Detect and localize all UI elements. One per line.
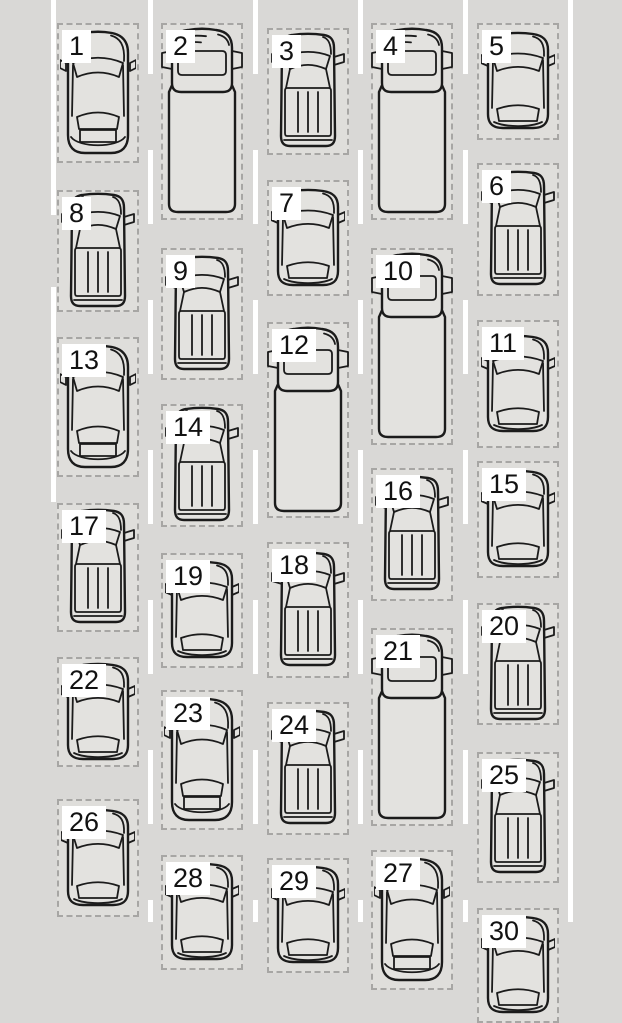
parking-space-18[interactable] [267, 542, 349, 678]
lane-marking [253, 600, 258, 674]
parking-space-8[interactable] [57, 190, 139, 312]
lane-marking [358, 450, 363, 524]
lane-marking [358, 600, 363, 674]
parking-space-14[interactable] [161, 404, 243, 527]
lane-marking [358, 900, 363, 922]
space-number-label: 21 [376, 635, 420, 668]
space-number-label: 11 [482, 327, 524, 360]
parking-space-16[interactable] [371, 468, 453, 601]
space-number-label: 26 [62, 806, 106, 839]
lane-marking [253, 750, 258, 824]
lane-marking [253, 150, 258, 224]
parking-space-24[interactable] [267, 702, 349, 835]
lane-marking [148, 300, 153, 374]
parking-space-10[interactable] [371, 248, 453, 445]
lane-marking [148, 0, 153, 74]
lane-marking [148, 750, 153, 824]
space-number-label: 2 [166, 30, 195, 63]
space-number-label: 15 [482, 468, 526, 501]
space-number-label: 3 [272, 35, 301, 68]
lane-marking [358, 0, 363, 74]
space-number-label: 24 [272, 709, 316, 742]
space-number-label: 12 [272, 329, 316, 362]
parking-space-17[interactable] [57, 503, 139, 632]
parking-space-7[interactable] [267, 180, 349, 296]
lane-marking [253, 0, 258, 74]
lane-marking [51, 287, 56, 502]
parking-space-25[interactable] [477, 752, 559, 883]
space-number-label: 29 [272, 865, 316, 898]
parking-space-2[interactable] [161, 23, 243, 220]
lane-marking [463, 900, 468, 922]
lane-marking [148, 450, 153, 524]
lane-marking [253, 300, 258, 374]
space-number-label: 9 [166, 255, 195, 288]
parking-space-3[interactable] [267, 28, 349, 155]
lane-marking [253, 900, 258, 922]
lane-marking [358, 300, 363, 374]
parking-space-29[interactable] [267, 858, 349, 973]
lane-marking [463, 450, 468, 524]
parking-space-28[interactable] [161, 855, 243, 970]
parking-space-26[interactable] [57, 799, 139, 917]
lane-marking [463, 600, 468, 674]
space-number-label: 20 [482, 610, 526, 643]
space-number-label: 18 [272, 549, 316, 582]
parking-space-5[interactable] [477, 23, 559, 140]
lane-marking [463, 300, 468, 374]
parking-space-27[interactable] [371, 850, 453, 990]
parking-space-1[interactable] [57, 23, 139, 163]
space-number-label: 25 [482, 759, 526, 792]
parking-space-20[interactable] [477, 603, 559, 725]
space-number-label: 19 [166, 560, 210, 593]
parking-space-9[interactable] [161, 248, 243, 380]
lane-marking [463, 750, 468, 824]
parking-space-13[interactable] [57, 337, 139, 477]
space-number-label: 5 [482, 30, 511, 63]
lane-marking [463, 0, 468, 74]
lane-marking [568, 0, 573, 922]
parking-space-30[interactable] [477, 908, 559, 1023]
space-number-label: 6 [482, 170, 511, 203]
lane-marking [148, 150, 153, 224]
space-number-label: 8 [62, 197, 91, 230]
space-number-label: 13 [62, 344, 106, 377]
space-number-label: 22 [62, 664, 106, 697]
space-number-label: 28 [166, 862, 210, 895]
space-number-label: 16 [376, 475, 420, 508]
parking-space-6[interactable] [477, 163, 559, 296]
lane-marking [51, 0, 56, 215]
space-number-label: 17 [62, 510, 106, 543]
lane-marking [148, 900, 153, 922]
parking-space-4[interactable] [371, 23, 453, 220]
parking-space-11[interactable] [477, 320, 559, 448]
parking-space-15[interactable] [477, 461, 559, 578]
space-number-label: 10 [376, 255, 420, 288]
parking-space-21[interactable] [371, 628, 453, 826]
lane-marking [253, 450, 258, 524]
parking-space-22[interactable] [57, 657, 139, 767]
space-number-label: 30 [482, 915, 526, 948]
space-number-label: 14 [166, 411, 210, 444]
space-number-label: 7 [272, 187, 301, 220]
parking-space-23[interactable] [161, 690, 243, 830]
space-number-label: 23 [166, 697, 210, 730]
lane-marking [148, 600, 153, 674]
parking-space-12[interactable] [267, 322, 349, 518]
space-number-label: 27 [376, 857, 420, 890]
space-number-label: 1 [62, 30, 91, 63]
parking-space-19[interactable] [161, 553, 243, 668]
space-number-label: 4 [376, 30, 405, 63]
lane-marking [463, 150, 468, 224]
lane-marking [358, 750, 363, 824]
lane-marking [358, 150, 363, 224]
